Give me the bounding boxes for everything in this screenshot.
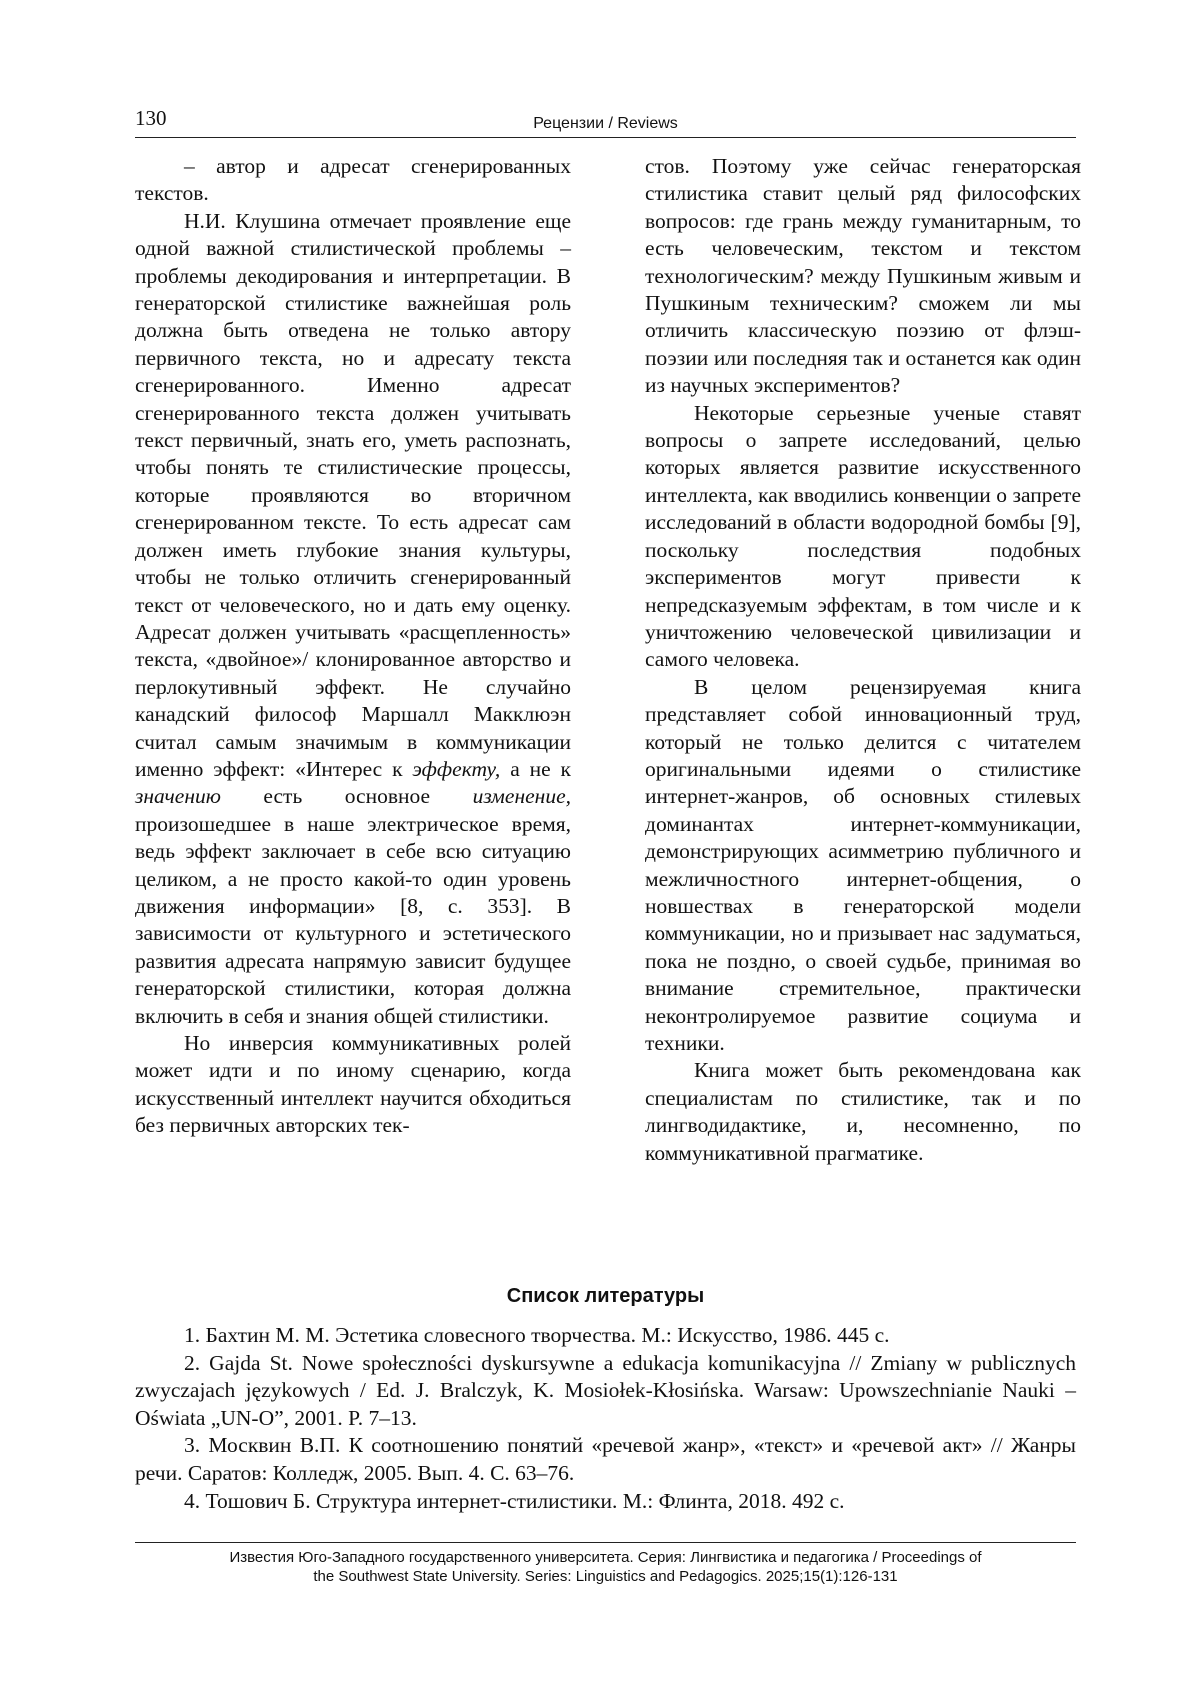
reference-item: 3. Москвин В.П. К соотношению понятий «речевой жанр», «текст» и «речевой акт» // Жанры речи. Саратов: Колледж, 2005. Вып. 4. С. 63–76. (135, 1433, 1076, 1485)
paragraph: Н.И. Клушина отмечает проявление еще одной важной стилистической проблемы – проблемы декодирования и интерпретации. В генераторской стилистике важнейшая роль должна быть отведена не только автору первичного текста, но и адресату текста сгенерированного. Именно адресат сгенерированного текста должен учитывать текст первичный, знать его, уметь распознать, чтобы понять те стилистические процессы, которые проявляются во вторичном сгенерированном тексте. То есть адресат сам должен иметь глубокие знания культуры, чтобы не только отличить сгенерированный текст от человеческого, но и дать ему оценку. Адресат должен учитывать «расщепленность» текста, «двойное»/ клонированное авторство и перлокутивный эффект. Не случайно канадский философ Маршалл Макклюэн считал самым значимым в коммуникации именно эффект: «Интерес к эффекту, а не к значению есть основное изменение, произошедшее в наше электрическое время, ведь эффект заключает в себе всю ситуацию целиком, а не просто какой-то один уровень движения информации» [8, с. 353]. В зависимости от культурного и эстетического развития адресата напрямую зависит будущее генераторской стилистики, которая должна включить в себя и знания общей стилистики. (135, 208, 572, 1028)
paragraph: Некоторые серьезные ученые ставят вопросы о запрете исследований, целью которых является развитие искусственного интеллекта, как вводились конвенции о запрете исследований в области водородной бомбы [9], поскольку последствия подобных экспериментов могут привести к непредсказуемым эффектам, в том числе и к уничтожению человеческой цивилизации и самого человека. (645, 400, 1081, 672)
paragraph: стов. Поэтому уже сейчас генераторская стилистика ставит целый ряд философских вопросов: где грань между гуманитарным, то есть человеческим, текстом и текстом технологическим? между Пушкиным живым и Пушкиным техническим? сможем ли мы отличить классическую поэзию от флэш-поэзии или последняя так и останется как один из научных экспериментов? (645, 154, 1081, 398)
paragraph: Книга может быть рекомендована как специалистам по стилистике, так и по лингводидактике, и, несомненно, по коммуникативной прагматике. (645, 1058, 1081, 1165)
right-column (645, 153, 1081, 1167)
paragraph: В целом рецензируемая книга представляет собой инновационный труд, который не только делится с читателем оригинальными идеями о стилистике интернет-жанров, об основных стилевых доминантах интернет-коммуникации, демонстрирующих асимметрию публичного и межличностного интернет-общения, о новшествах в генераторской модели коммуникации, но и призывает нас задуматься, пока не поздно, о своей судьбе, принимая во внимание стремительное, практически неконтролируемое развитие социума и техники. (645, 674, 1081, 1055)
reference-item: 1. Бахтин М. М. Эстетика словесного творчества. М.: Искусство, 1986. 445 с. (184, 1323, 890, 1347)
footer-line: Известия Юго-Западного государственного университета. Серия: Лингвистика и педагогика / Proceedings of (229, 1549, 982, 1566)
reference-item: 2. Gajda St. Nowe społeczności dyskursywne a edukacja komunikacyjna // Zmiany w publicznych zwyczajach językowych / Ed. J. Bralczyk, K. Mosiołek-Kłosińska. Warsaw: Upowszechnianie Nauki – Oświata „UN-O”, 2001. P. 7–13. (135, 1350, 1076, 1430)
running-head: Рецензии / Reviews (533, 115, 678, 132)
footer-line: the Southwest State University. Series: Linguistics and Pedagogics. 2025;15(1):126-131 (313, 1568, 898, 1585)
paragraph: Но инверсия коммуникативных ролей может идти и по иному сценарию, когда искусственный интеллект научится обходиться без первичных авторских тек- (135, 1031, 571, 1138)
left-column (135, 153, 571, 1140)
reference-item: 4. Тошович Б. Структура интернет-стилистики. М.: Флинта, 2018. 492 с. (184, 1488, 845, 1513)
header-rule (135, 137, 1076, 138)
page-number: 130 (135, 106, 167, 130)
footer-rule (135, 1542, 1076, 1543)
journal-footer (135, 1548, 1076, 1586)
paragraph: – автор и адресат сгенерированных текстов. (135, 154, 571, 206)
references-title: Список литературы (506, 1285, 705, 1307)
references-list (135, 1322, 1076, 1515)
